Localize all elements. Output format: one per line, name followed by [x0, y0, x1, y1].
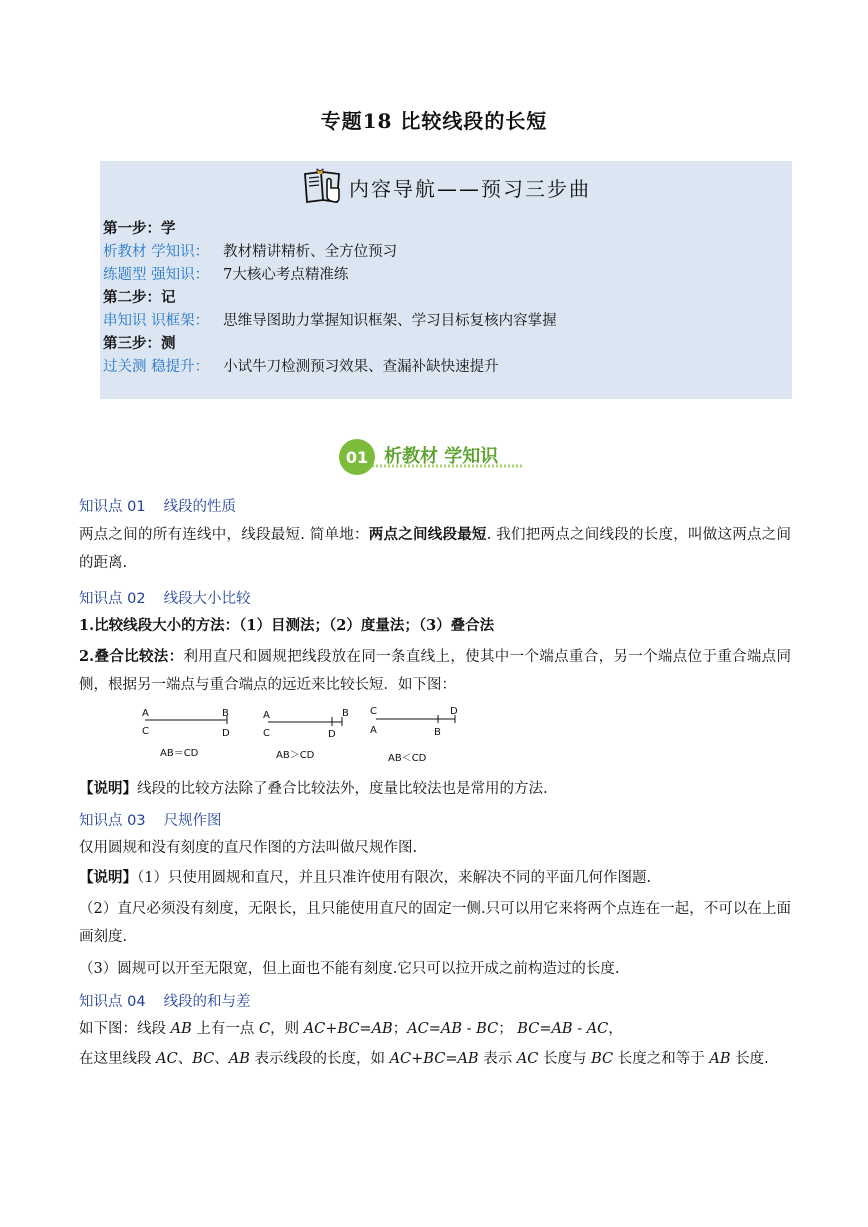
- diagram-equal: [142, 708, 230, 759]
- segment-comparison-diagram: [130, 704, 480, 774]
- kp4-line-1: 如下图：线段 AB 上有一点 C，则 AC+BC=AB；AC=AB - BC； BC=AB - AC，: [79, 1021, 623, 1037]
- nav-header: [100, 165, 792, 209]
- svg-text:A: A: [370, 725, 377, 736]
- kp3-note-3: （3）圆规可以开至无限宽，但上面也不能有刻度.它只可以拉开成之前构造过的长度.: [79, 961, 620, 977]
- diagram-greater: [263, 708, 349, 761]
- kp-number: 知识点 02: [79, 591, 146, 607]
- section-badge: [336, 436, 532, 478]
- step-1-label: 第一步：学: [103, 220, 176, 237]
- step-3-label: 第三步：测: [103, 335, 176, 352]
- kp2-note: [79, 775, 791, 803]
- knowledge-point-2-heading: [79, 587, 251, 608]
- kp2-methods: 1.比较线段大小的方法：（1）目测法；（2）度量法；（3）叠合法: [79, 617, 495, 634]
- caption-less: AB＜CD: [388, 753, 427, 764]
- kp-number: 知识点 01: [79, 499, 146, 515]
- note-tag: 【说明】: [79, 869, 137, 886]
- kp-title: 线段的和与差: [163, 994, 251, 1010]
- svg-text:D: D: [328, 729, 336, 740]
- kp3-note-2: （2）直尺必须没有刻度，无限长，且只能使用直尺的固定一侧.只可以用它来将两个点连在一起，不可以在上面画刻度.: [79, 901, 791, 945]
- kp4-line-2: 在这里线段 AC、BC、AB 表示线段的长度，如 AC+BC=AB 表示 AC 长度与 BC 长度之和等于 AB 长度.: [79, 1051, 769, 1067]
- kp2-method-label: 2.叠合比较法：: [79, 648, 184, 665]
- kp2-overlap-method: [79, 643, 791, 699]
- diagram-less: [370, 706, 458, 764]
- kp2-method-text: 利用直尺和圆规把线段放在同一条直线上，使其中一个端点重合，另一个端点位于重合端点同侧，根据另一端点与重合端点的远近来比较长短．如下图：: [79, 649, 792, 693]
- svg-text:D: D: [450, 706, 458, 717]
- nav-item-textbook: [103, 241, 397, 263]
- nav-item-practice: [103, 264, 348, 286]
- note-text: （1）只使用圆规和直尺，并且只准许使用有限次，来解决不同的平面几何作图题.: [137, 870, 652, 886]
- svg-text:B: B: [434, 727, 441, 738]
- nav-item-text: 教材精讲精析、全方位预习: [223, 244, 398, 260]
- kp-number: 知识点 03: [79, 813, 146, 829]
- kp1-paragraph: [79, 521, 791, 577]
- nav-item-text: 7大核心考点精准练: [223, 267, 349, 283]
- caption-greater: AB＞CD: [276, 750, 315, 761]
- svg-text:A: A: [263, 710, 270, 721]
- kp-number: 知识点 04: [79, 994, 146, 1010]
- nav-item-tag: 串知识 识框架：: [103, 313, 210, 329]
- svg-text:C: C: [142, 726, 149, 737]
- note-text: 线段的比较方法除了叠合比较法外，度量比较法也是常用的方法.: [137, 781, 548, 797]
- nav-title: 内容导航——预习三步曲: [349, 176, 591, 201]
- kp-title: 线段的性质: [163, 499, 237, 515]
- kp-title: 尺规作图: [163, 813, 222, 829]
- book-pointer-icon: [301, 166, 347, 208]
- svg-text:C: C: [370, 706, 377, 717]
- kp3-definition: 仅用圆规和没有刻度的直尺作图的方法叫做尺规作图.: [79, 840, 418, 856]
- nav-item-test: [103, 356, 499, 378]
- step-2-label: 第二步：记: [103, 289, 176, 306]
- knowledge-point-4-heading: [79, 990, 251, 1011]
- section-label: 析教材 学知识: [384, 446, 499, 467]
- kp-title: 线段大小比较: [163, 591, 251, 607]
- kp1-text-c: . 我们把两点之间线段的长度，叫做这两点之间的距离.: [79, 527, 792, 571]
- nav-item-tag: 过关测 稳提升：: [103, 359, 210, 375]
- kp1-text-a: 两点之间的所有连线中，线段最短. 简单地：: [79, 527, 369, 543]
- caption-equal: AB＝CD: [160, 748, 199, 759]
- knowledge-point-3-heading: [79, 809, 222, 830]
- svg-text:B: B: [222, 708, 229, 719]
- kp3-note-1: [79, 864, 791, 892]
- svg-text:A: A: [142, 708, 149, 719]
- nav-item-text: 思维导图助力掌握知识框架、学习目标复核内容掌握: [223, 313, 557, 329]
- knowledge-point-1-heading: [79, 495, 236, 516]
- svg-text:D: D: [222, 728, 230, 739]
- nav-item-text: 小试牛刀检测预习效果、查漏补缺快速提升: [223, 359, 499, 375]
- nav-item-tag: 练题型 强知识：: [103, 267, 210, 283]
- section-number: 01: [345, 448, 369, 467]
- nav-item-framework: [103, 310, 557, 332]
- svg-text:C: C: [263, 728, 270, 739]
- note-tag: 【说明】: [79, 780, 137, 797]
- document-title: 专题18 比较线段的长短: [320, 109, 548, 133]
- content-navigation-box: [100, 161, 792, 399]
- kp1-emphasis: 两点之间线段最短: [368, 526, 487, 543]
- nav-item-tag: 析教材 学知识：: [103, 244, 210, 260]
- svg-text:B: B: [342, 708, 349, 719]
